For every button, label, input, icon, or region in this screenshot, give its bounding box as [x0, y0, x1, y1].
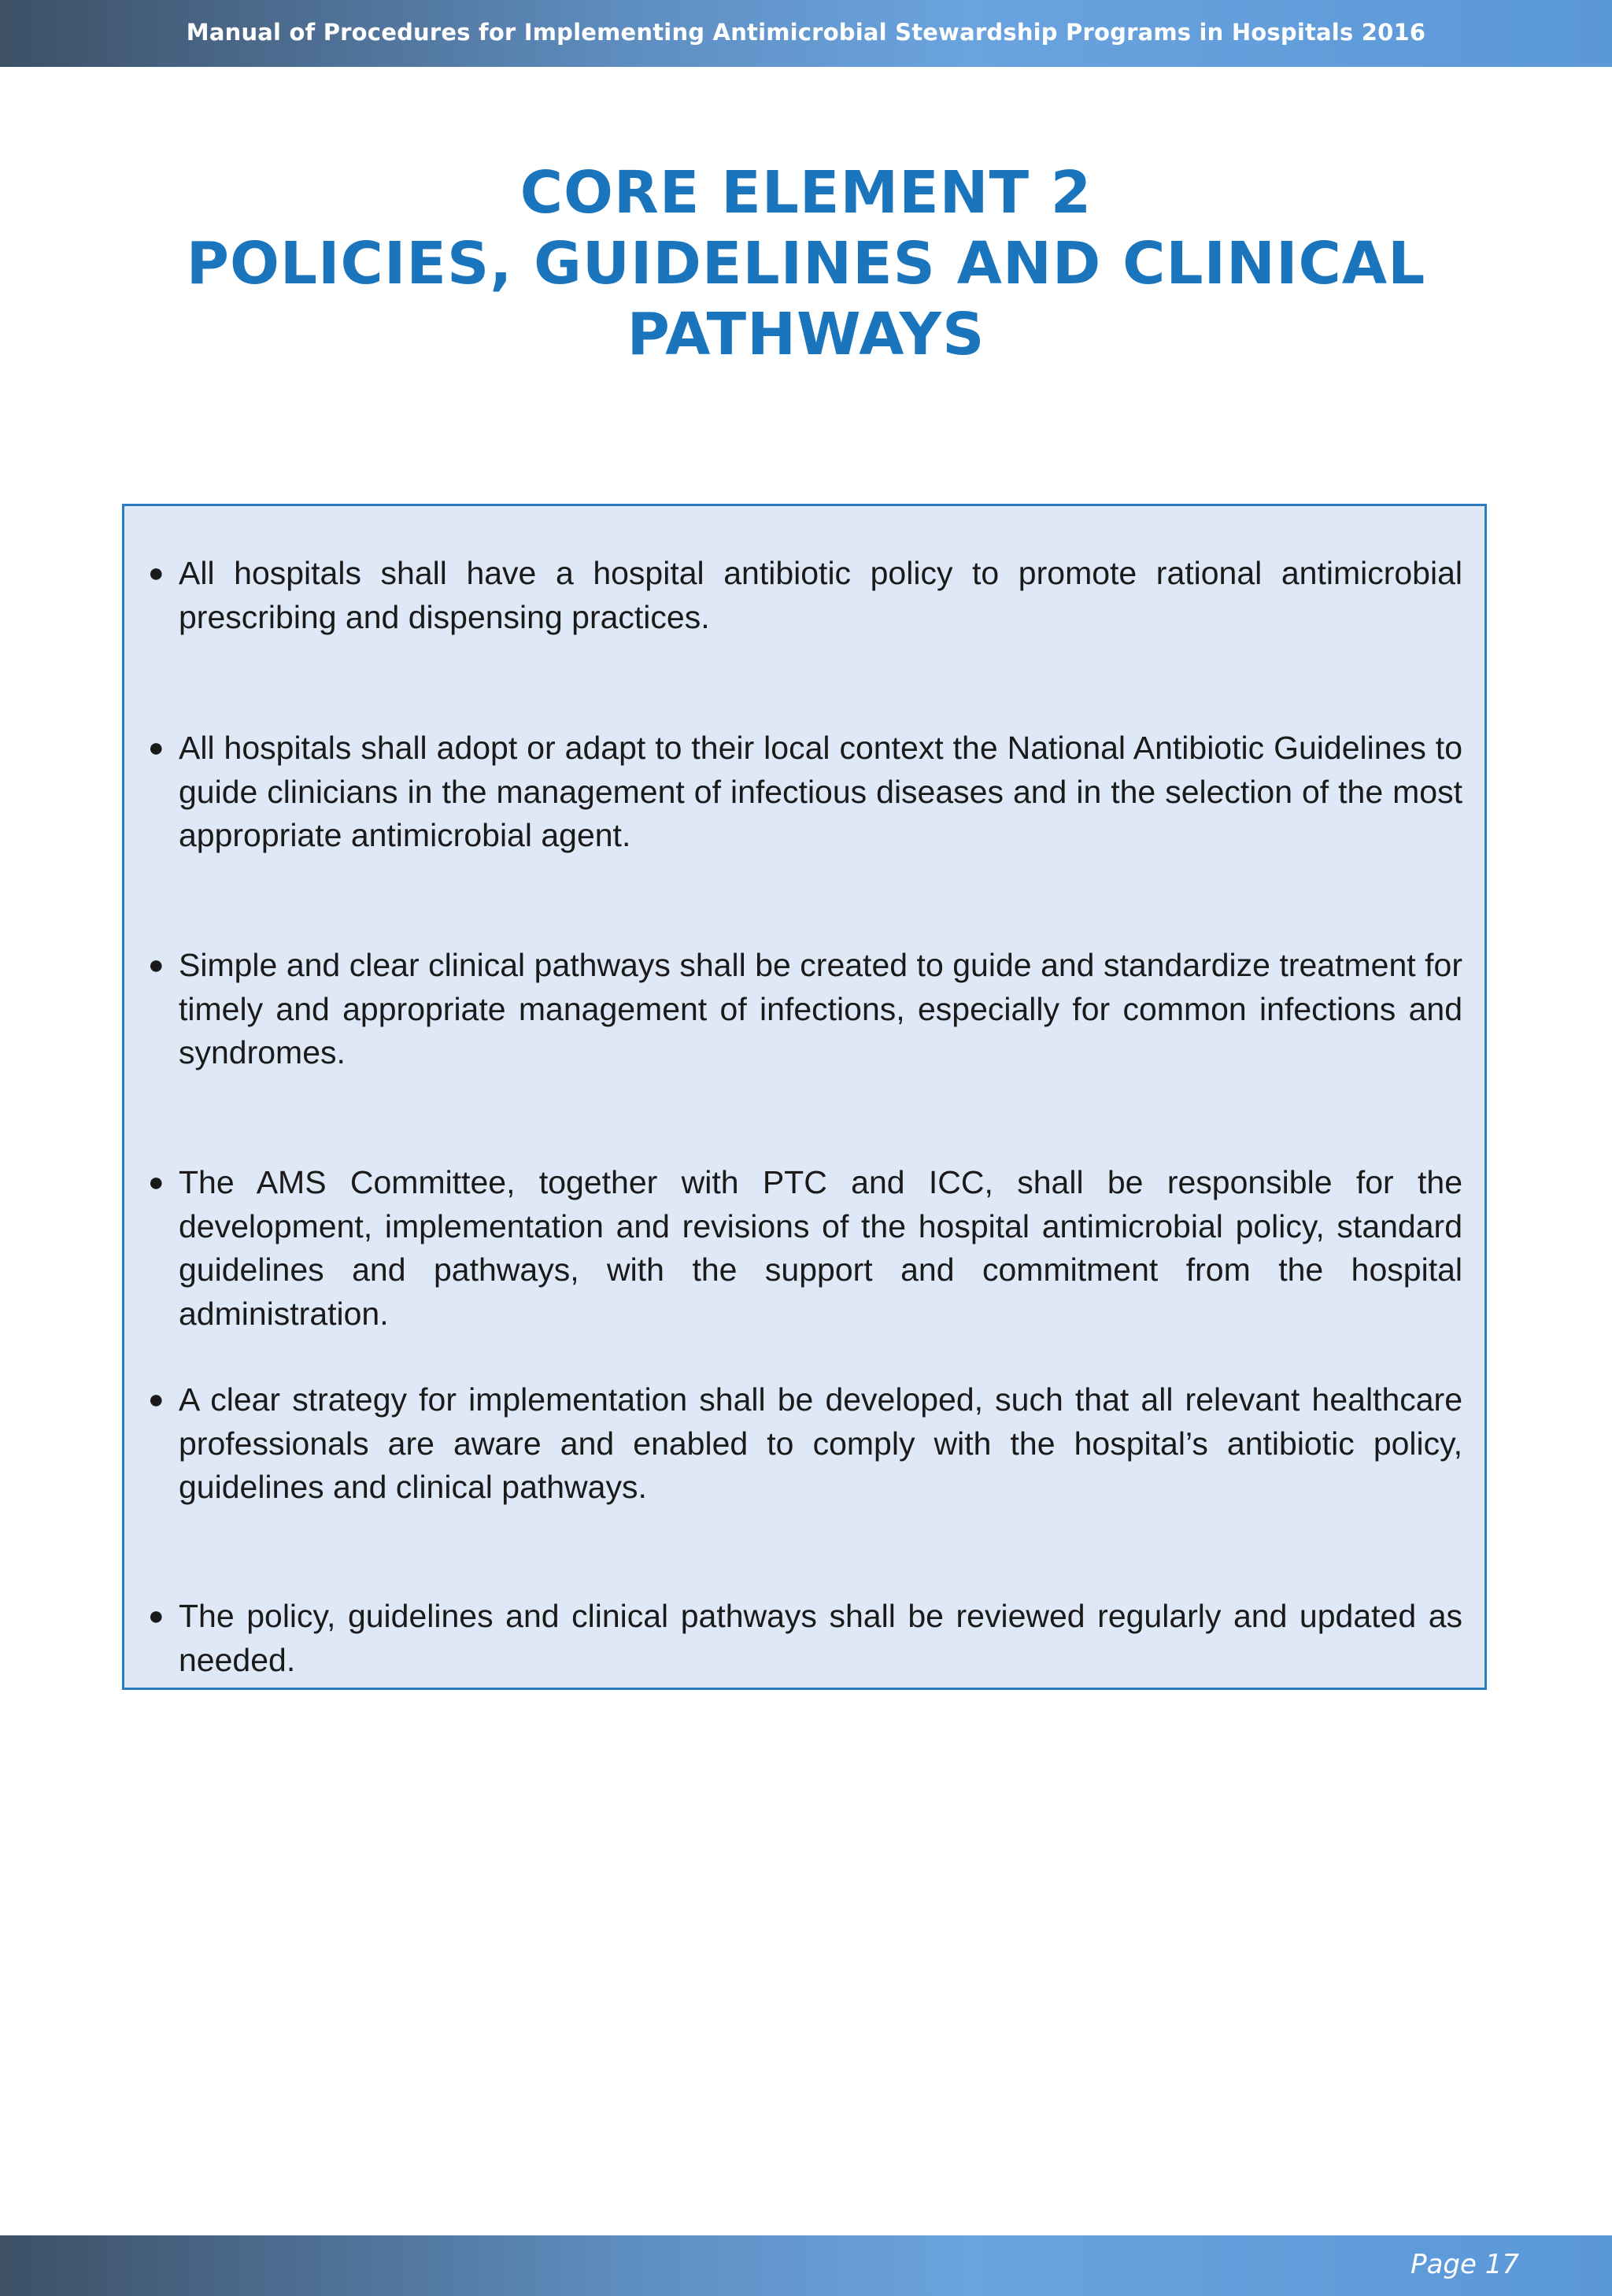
footer-bar — [0, 2235, 1612, 2296]
bullet-icon: ● — [148, 1385, 165, 1414]
bullet-icon: ● — [148, 1167, 165, 1197]
list-item-text: All hospitals shall adopt or adapt to their local context the National Antibiotic Guidelines to guide clinicians in the management of infectious diseases and in the selection of the most appropriate antimicrobial agent. — [179, 730, 1462, 853]
list-item — [148, 1595, 1462, 1682]
list-item-text: The AMS Committee, together with PTC and ICC, shall be responsible for the development, implementation and revisions of the hospital antimicrobial policy, standard guidelines and pathways, with the support and commitment from the hospital administration. — [179, 1164, 1462, 1332]
list-item — [148, 552, 1462, 639]
page-number: Page 17 — [1410, 2249, 1519, 2280]
list-item — [148, 1378, 1462, 1510]
chapter-heading-line-1: CORE ELEMENT 2 — [519, 159, 1093, 227]
list-item-text: All hospitals shall have a hospital antibiotic policy to promote rational antimicrobial prescribing and dispensing practices. — [179, 555, 1462, 635]
bullet-icon: ● — [148, 1601, 165, 1631]
list-item-text: Simple and clear clinical pathways shall be created to guide and standardize treatment for timely and appropriate management of infections, especially for common infections and syndromes. — [179, 947, 1462, 1070]
list-item — [148, 944, 1462, 1075]
document-title: Manual of Procedures for Implementing Antimicrobial Stewardship Programs in Hospitals 2016 — [186, 18, 1426, 46]
core-element-box — [122, 504, 1487, 1690]
list-item-text: The policy, guidelines and clinical pathways shall be reviewed regularly and updated as needed. — [179, 1598, 1462, 1678]
list-item-text: A clear strategy for implementation shall be developed, such that all relevant healthcare professionals are aware and enabled to comply with the hospital’s antibiotic policy, guidelines and clinical pathways. — [179, 1381, 1462, 1505]
chapter-heading-line-2: POLICIES, GUIDELINES AND CLINICAL — [186, 230, 1426, 298]
bullet-icon: ● — [148, 558, 165, 588]
chapter-heading — [0, 157, 1612, 370]
chapter-heading-line-3: PATHWAYS — [627, 301, 985, 368]
bullet-icon: ● — [148, 733, 165, 763]
bullet-icon: ● — [148, 950, 165, 980]
list-item — [148, 727, 1462, 858]
list-item — [148, 1161, 1462, 1336]
header-bar — [0, 0, 1612, 67]
